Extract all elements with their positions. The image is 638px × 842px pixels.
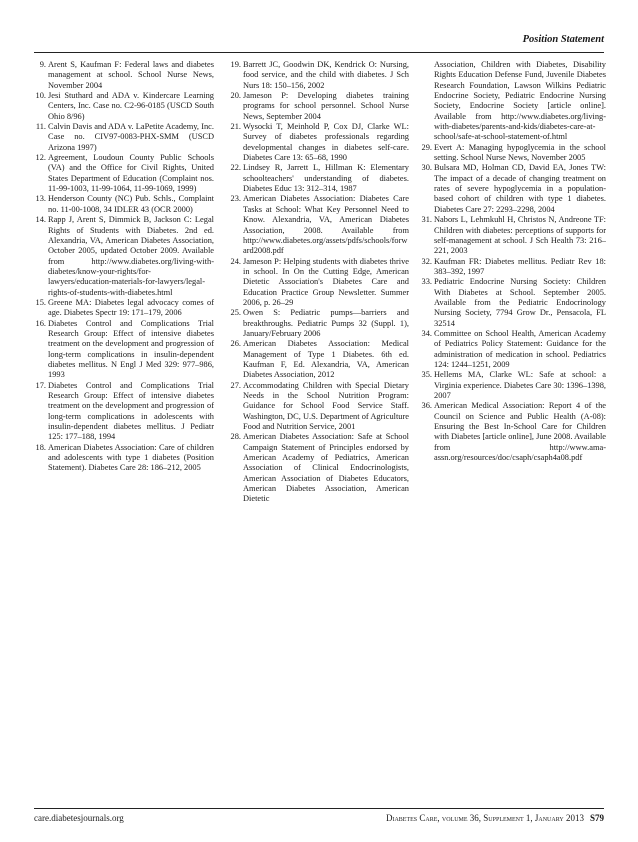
reference-number: 36. — [421, 401, 432, 411]
reference-text: Owen S: Pediatric pumps—barriers and breakthroughs. Pediatric Pumps 32 (Suppl. 1), January/February 2006 — [243, 308, 409, 338]
reference-text: Barrett JC, Goodwin DK, Kendrick O: Nursing, food service, and the child with diabetes. J Sch Nurs 18: 150–156, 2002 — [243, 60, 409, 90]
reference-text: American Medical Association: Report 4 of the Council on Science and Public Health (A-08): Ensuring the Best In-School Care for Children with Diabetes [article online], June 2008. Available from http://www.ama-assn.org/resources/doc/csaph/csaph4a08.pdf — [434, 401, 606, 463]
reference-item — [34, 298, 214, 319]
reference-number: 31. — [421, 215, 432, 225]
reference-text: Hellems MA, Clarke WL: Safe at school: a Virginia experience. Diabetes Care 30: 1396–1398, 2007 — [434, 370, 606, 400]
reference-text: Jameson P: Developing diabetes training programs for school personnel. School Nurse News, September 2004 — [243, 91, 409, 121]
reference-item — [34, 60, 214, 91]
reference-text: American Diabetes Association: Safe at School Campaign Statement of Principles endorsed by American Academy of Pediatrics, American Association of Clinical Endocrinologists, American Association of Diabetes Educators, American Diabetes Association, American Dietetic — [243, 432, 409, 504]
reference-text: American Diabetes Association: Medical Management of Type 1 Diabetes. 6th ed. Kaufman F, Ed. Alexandria, VA, American Diabetes Association, 2012 — [243, 339, 409, 380]
reference-column-1 — [34, 60, 214, 474]
reference-number: 16. — [35, 318, 46, 328]
footer-journal-info — [386, 813, 604, 823]
reference-item — [229, 122, 409, 163]
reference-number: 23. — [230, 194, 241, 204]
reference-text: Jesi Stuthard and ADA v. Kindercare Learning Centers, Inc. Case no. C2-96-0185 (USCD South Ohio 8/96) — [48, 91, 214, 121]
reference-item — [229, 381, 409, 433]
reference-text: Committee on School Health, American Academy of Pediatrics Policy Statement: Guidance for the administration of medication in school. Pediatrics 124: 1244–1251, 2009 — [434, 328, 606, 369]
reference-item — [420, 257, 606, 278]
reference-column-3 — [420, 60, 606, 463]
reference-number: 14. — [35, 215, 46, 225]
reference-text: Pediatric Endocrine Nursing Society: Children With Diabetes at School. September 2005. Available from the Pediatric Endocrinology Nursing Society, 7794 Grow Dr., Pensacola, FL 32514 — [434, 277, 606, 328]
reference-item — [34, 381, 214, 443]
footer-site: care.diabetesjournals.org — [34, 813, 124, 823]
reference-item — [420, 401, 606, 463]
reference-number: 20. — [230, 91, 241, 101]
reference-item — [34, 91, 214, 122]
reference-item — [229, 91, 409, 122]
reference-text: Arent S, Kaufman F: Federal laws and diabetes management at school. School Nurse News, November 2004 — [48, 60, 214, 90]
reference-text: American Diabetes Association: Care of children and adolescents with type 1 diabetes (Position Statement). Diabetes Care 28: 186–212, 2005 — [48, 442, 214, 473]
reference-item — [229, 257, 409, 309]
reference-item — [34, 122, 214, 153]
reference-item — [229, 432, 409, 504]
reference-number: 15. — [35, 297, 46, 307]
reference-item — [420, 60, 606, 143]
reference-text: Accommodating Children with Special Dietary Needs in the School Nutrition Program: Guidance for School Food Service Staff. Washington, DC, U.S. Department of Agriculture Food and Nutrition Service, 2001 — [243, 380, 409, 432]
reference-text: Kaufman FR: Diabetes mellitus. Pediatr Rev 18: 383–392, 1997 — [434, 256, 606, 276]
reference-text: Evert A: Managing hypoglycemia in the school setting. School Nurse News, November 2005 — [434, 142, 606, 163]
reference-text: Henderson County (NC) Pub. Schls., Complaint no. 11-00-1008, 34 IDLER 43 (OCR 2000) — [48, 194, 214, 214]
reference-item — [420, 215, 606, 256]
reference-text: Greene MA: Diabetes legal advocacy comes of age. Diabetes Spectr 19: 171–179, 2006 — [48, 297, 214, 318]
header-rule — [34, 52, 604, 53]
reference-number: 22. — [230, 163, 241, 173]
reference-item — [420, 143, 606, 164]
reference-number: 28. — [230, 432, 241, 442]
reference-number: 32. — [421, 256, 432, 266]
reference-text: Association, Children with Diabetes, Disability Rights Education Defense Fund, Juvenile Diabetes Research Foundation, Lawson Wilkins Pediatric Endocrine Society, Pediatric Endocrine Nursing Society, Endocrine Society [article online]. Available from http://www.diabetes.org/living-with-diabetes/parents-and-kids/diabetes-care-at-school/safe-at-school-statement-of.html — [434, 60, 606, 142]
page-number: S79 — [589, 813, 604, 823]
footer-journal: Diabetes Care, volume 36, Supplement 1, January 2013 — [385, 813, 584, 823]
reference-item — [229, 163, 409, 194]
reference-text: Diabetes Control and Complications Trial Research Group: Effect of intensive diabetes treatment on the development and progression of long-term complications in adolescents with insulin-dependent diabetes mellitus. J Pediatr 125: 177–188, 1994 — [48, 380, 214, 442]
reference-number: 21. — [230, 122, 241, 132]
reference-item — [34, 319, 214, 381]
reference-text: Agreement, Loudoun County Public Schools (VA) and the Office for Civil Rights, United States Department of Education (Complaint nos. 11-99-1003, 11-99-1064, 11-99-1069, 1999) — [48, 153, 214, 194]
section-label: Position Statement — [522, 34, 604, 45]
reference-item — [229, 339, 409, 380]
footer-rule — [34, 808, 604, 809]
reference-text: Jameson P: Helping students with diabetes thrive in school. In On the Cutting Edge, American Dietetic Association's Diabetes Care and Education Practice Group Newsletter. Summer 2006, p. 26–29 — [243, 256, 409, 307]
reference-number: 33. — [421, 277, 432, 287]
reference-item — [229, 60, 409, 91]
reference-item — [34, 215, 214, 298]
reference-column-2 — [229, 60, 409, 505]
reference-number: 24. — [230, 256, 241, 266]
reference-number: 25. — [230, 308, 241, 318]
reference-number: 29. — [421, 142, 432, 152]
reference-item — [34, 194, 214, 215]
reference-number: 12. — [35, 153, 46, 163]
reference-item — [34, 153, 214, 194]
reference-item — [420, 277, 606, 329]
reference-number: 18. — [35, 442, 46, 452]
reference-text: Diabetes Control and Complications Trial Research Group: Effect of intensive diabetes treatment on the development and progression of long-term complications in insulin-dependent diabetes mellitus. N Engl J Med 329: 977–986, 1993 — [48, 318, 214, 380]
reference-number: 17. — [35, 380, 46, 390]
reference-number: 26. — [230, 339, 241, 349]
reference-number: 34. — [421, 328, 432, 338]
reference-number: 19. — [230, 60, 241, 69]
reference-number: 11. — [35, 122, 46, 132]
reference-text: Wysocki T, Meinhold P, Cox DJ, Clarke WL: Survey of diabetes professionals regarding developmental changes in diabetes self-care. Diabetes Care 13: 65–68, 1990 — [243, 122, 409, 163]
reference-item — [229, 308, 409, 339]
reference-item — [420, 329, 606, 370]
reference-item — [420, 370, 606, 401]
reference-item — [229, 194, 409, 256]
reference-item — [420, 163, 606, 215]
reference-number: 35. — [421, 370, 432, 380]
reference-text: Rapp J, Arent S, Dimmick B, Jackson C: Legal Rights of Students with Diabetes. 2nd ed. Alexandria, VA, American Diabetes Association, October 2005, updated October 2009. Available from http://www.diabetes.org/living-with-diabetes/know-your-rights/for-lawyers/education-materials-for-lawyers/legal-rights-of-students-with-diabetes.html — [48, 215, 214, 297]
reference-text: Nabors L, Lehmkuhl H, Christos N, Andreone TF: Children with diabetes: perceptions of supports for self-management at school. J Sch Health 73: 216–221, 2003 — [434, 215, 606, 256]
reference-number: 13. — [35, 194, 46, 204]
reference-number: 9. — [39, 60, 46, 69]
reference-item — [34, 443, 214, 474]
reference-text: American Diabetes Association: Diabetes Care Tasks at School: What Key Personnel Need to Know. Alexandria, VA, American Diabetes Association, 2008. Available from http://www.diabetes.org/assets/pdfs/schools/forward2008.pdf — [243, 194, 409, 256]
reference-number: 27. — [230, 380, 241, 390]
reference-text: Bulsara MD, Holman CD, David EA, Jones TW: The impact of a decade of changing treatment on rates of severe hypoglycemia in a population-based cohort of children with type 1 diabetes. Diabetes Care 27: 2293–2298, 2004 — [434, 163, 606, 214]
reference-number: 10. — [35, 91, 46, 101]
reference-text: Lindsey R, Jarrett L, Hillman K: Elementary schoolteachers' understanding of diabetes. Diabetes Educ 13: 312–314, 1987 — [243, 163, 409, 194]
reference-number: 30. — [421, 163, 432, 173]
reference-text: Calvin Davis and ADA v. LaPetite Academy, Inc. Case no. CIV97-0083-PHX-SMM (USCD Arizona 1997) — [48, 122, 214, 152]
